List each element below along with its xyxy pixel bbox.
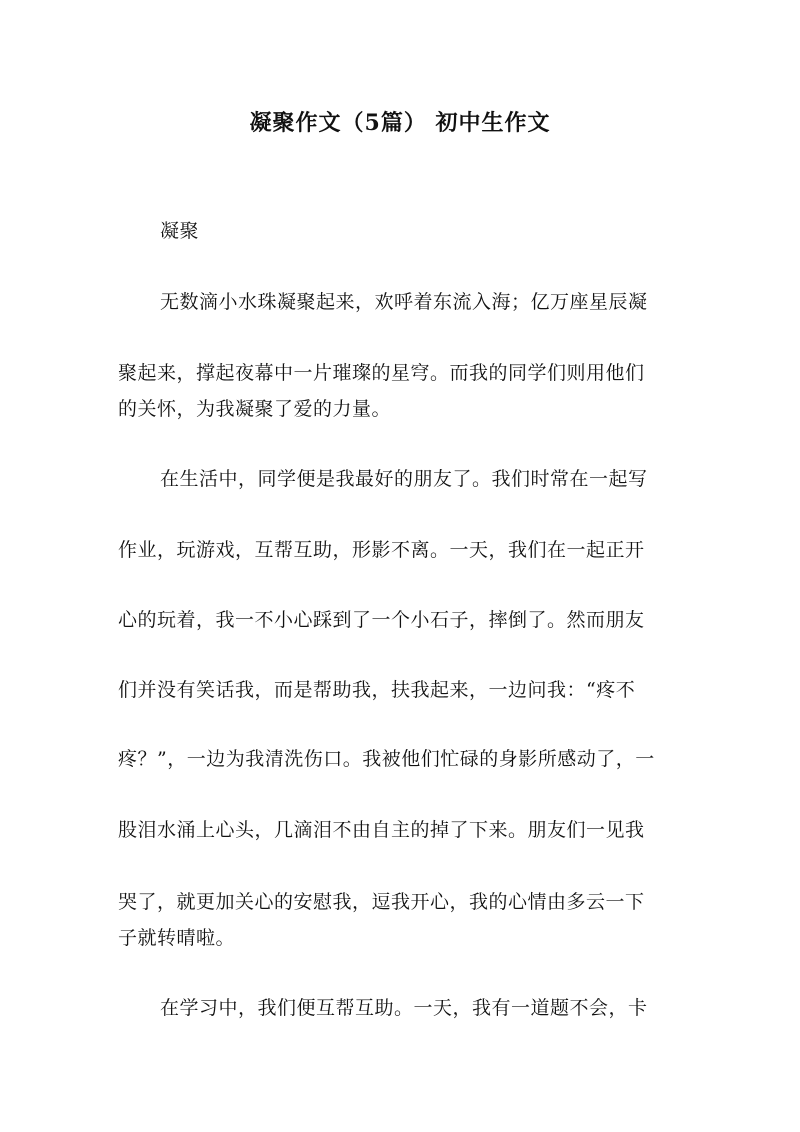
section-heading: 凝聚: [160, 220, 200, 242]
paragraph-line: 无数滴小水珠凝聚起来，欢呼着东流入海；亿万座星辰凝: [160, 291, 648, 313]
paragraph-line: 心的玩着，我一不小心踩到了一个小石子，摔倒了。然而朋友: [118, 609, 645, 631]
paragraph-line: 在生活中，同学便是我最好的朋友了。我们时常在一起写: [160, 468, 648, 490]
paragraph-line: 疼？”，一边为我清洗伤口。我被他们忙碌的身影所感动了，一: [118, 748, 655, 770]
paragraph-line: 作业，玩游戏，互帮互助，形影不离。一天，我们在一起正开: [118, 539, 645, 561]
paragraph-line: 在学习中，我们便互帮互助。一天，我有一道题不会，卡: [160, 997, 648, 1019]
paragraph-line: 聚起来，撑起夜幕中一片璀璨的星穹。而我的同学们则用他们: [118, 362, 645, 384]
paragraph-line: 的关怀，为我凝聚了爱的力量。: [118, 398, 392, 420]
paragraph-line: 们并没有笑话我，而是帮助我，扶我起来，一边问我：“疼不: [118, 679, 636, 701]
paragraph-line: 子就转晴啦。: [118, 927, 236, 949]
document-title: 凝聚作文（5篇） 初中生作文: [249, 110, 551, 136]
paragraph-line: 股泪水涌上心头，几滴泪不由自主的掉了下来。朋友们一见我: [118, 819, 645, 841]
paragraph-line: 哭了，就更加关心的安慰我，逗我开心，我的心情由多云一下: [118, 891, 645, 913]
